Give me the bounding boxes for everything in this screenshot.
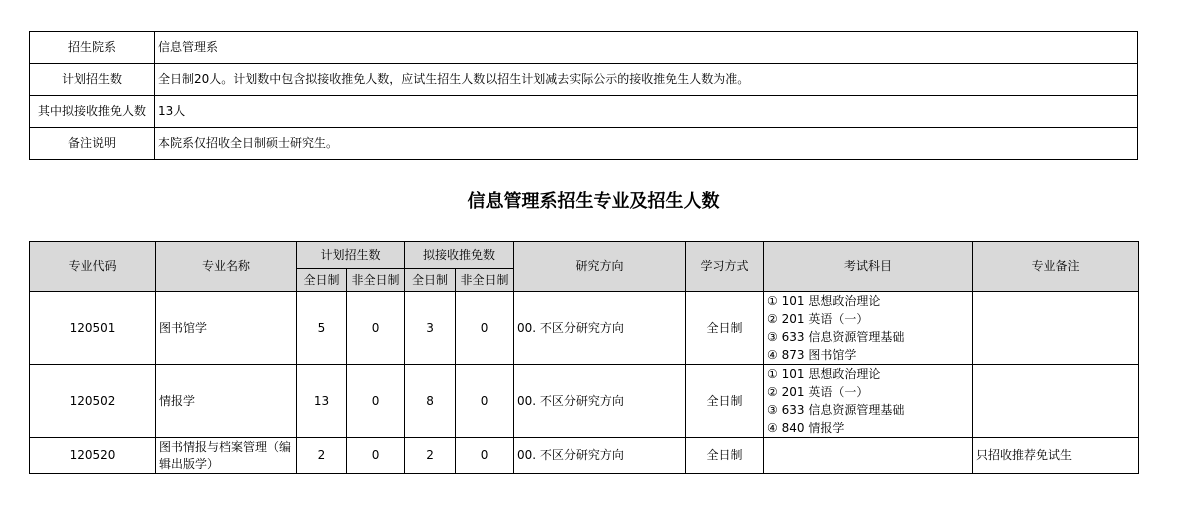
info-row	[30, 64, 1138, 96]
major-remark	[973, 365, 1139, 438]
major-name: 图书情报与档案管理（编辑出版学）	[156, 438, 297, 474]
exempt-full: 2	[405, 438, 456, 474]
exempt-full: 3	[405, 292, 456, 365]
header-direction: 研究方向	[514, 242, 686, 292]
exam-subjects	[764, 438, 973, 474]
research-direction: 00. 不区分研究方向	[514, 292, 686, 365]
header-exempt: 拟接收推免数	[405, 242, 514, 269]
major-name: 图书馆学	[156, 292, 297, 365]
header-code: 专业代码	[30, 242, 156, 292]
exempt-part: 0	[456, 292, 514, 365]
exam-subjects	[764, 365, 973, 438]
header-mode: 学习方式	[686, 242, 764, 292]
exam-subject: ④ 873 图书馆学	[767, 348, 857, 362]
exam-subject: ③ 633 信息资源管理基础	[767, 330, 905, 344]
exam-subject: ② 201 英语（一）	[767, 312, 869, 326]
info-value: 信息管理系	[155, 32, 1138, 64]
study-mode: 全日制	[686, 438, 764, 474]
header-plan-full: 全日制	[297, 269, 347, 292]
major-remark	[973, 292, 1139, 365]
exempt-part: 0	[456, 365, 514, 438]
header-remark: 专业备注	[973, 242, 1139, 292]
plan-part: 0	[347, 438, 405, 474]
research-direction: 00. 不区分研究方向	[514, 365, 686, 438]
plan-full: 2	[297, 438, 347, 474]
major-code: 120502	[30, 365, 156, 438]
exam-subject: ① 101 思想政治理论	[767, 367, 881, 381]
exam-subject: ① 101 思想政治理论	[767, 294, 881, 308]
info-label: 其中拟接收推免人数	[30, 96, 155, 128]
exam-subject: ② 201 英语（一）	[767, 385, 869, 399]
header-name: 专业名称	[156, 242, 297, 292]
exempt-part: 0	[456, 438, 514, 474]
info-row	[30, 128, 1138, 160]
admission-info-table	[29, 31, 1138, 160]
info-value: 全日制20人。计划数中包含拟接收推免人数，应试生招生人数以招生计划减去实际公示的接收推免生人数为准。	[155, 64, 1138, 96]
table-row	[30, 365, 1139, 438]
study-mode: 全日制	[686, 292, 764, 365]
exam-subject: ③ 633 信息资源管理基础	[767, 403, 905, 417]
info-label: 招生院系	[30, 32, 155, 64]
exam-subject: ④ 840 情报学	[767, 421, 845, 435]
section-title: 信息管理系招生专业及招生人数	[467, 191, 720, 212]
info-row	[30, 32, 1138, 64]
header-exempt-full: 全日制	[405, 269, 456, 292]
major-remark: 只招收推荐免试生	[973, 438, 1139, 474]
info-row	[30, 96, 1138, 128]
info-label: 计划招生数	[30, 64, 155, 96]
plan-full: 13	[297, 365, 347, 438]
exempt-full: 8	[405, 365, 456, 438]
exam-subjects	[764, 292, 973, 365]
table-row	[30, 292, 1139, 365]
major-name: 情报学	[156, 365, 297, 438]
info-value: 13人	[155, 96, 1138, 128]
plan-part: 0	[347, 292, 405, 365]
info-value: 本院系仅招收全日制硕士研究生。	[155, 128, 1138, 160]
header-plan-part: 非全日制	[347, 269, 405, 292]
header-subjects: 考试科目	[764, 242, 973, 292]
major-code: 120501	[30, 292, 156, 365]
study-mode: 全日制	[686, 365, 764, 438]
major-table	[29, 241, 1139, 474]
header-plan: 计划招生数	[297, 242, 405, 269]
major-code: 120520	[30, 438, 156, 474]
header-row	[30, 242, 1139, 269]
table-row	[30, 438, 1139, 474]
info-label: 备注说明	[30, 128, 155, 160]
plan-full: 5	[297, 292, 347, 365]
research-direction: 00. 不区分研究方向	[514, 438, 686, 474]
plan-part: 0	[347, 365, 405, 438]
header-exempt-part: 非全日制	[456, 269, 514, 292]
